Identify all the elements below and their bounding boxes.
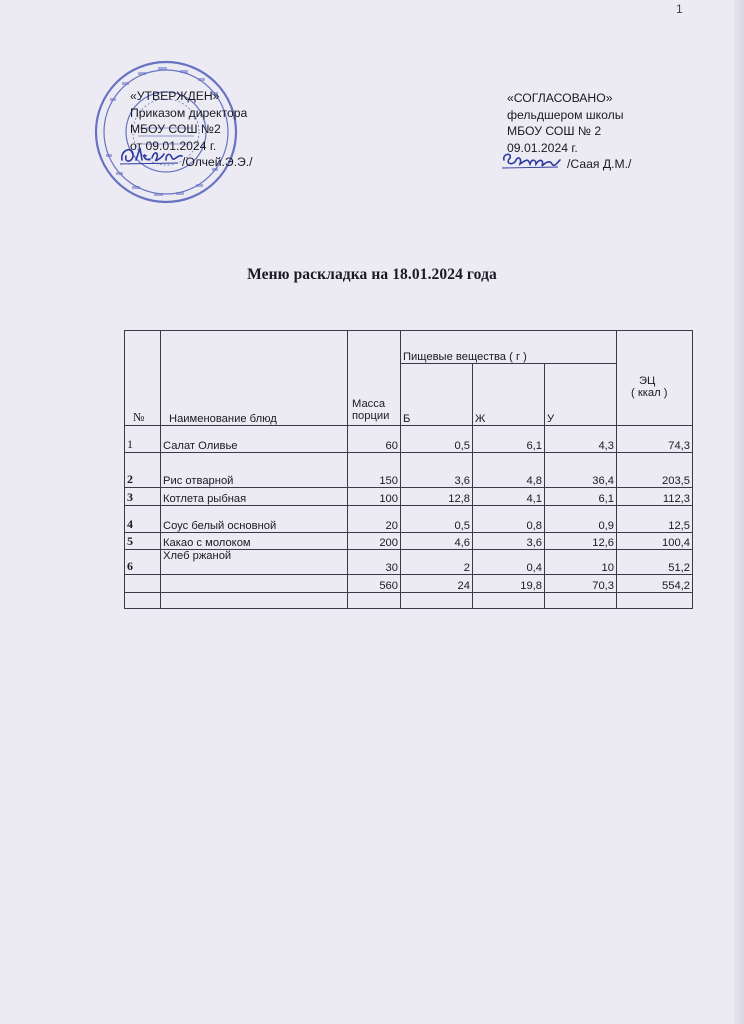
row-mass: 20 xyxy=(348,506,401,533)
agreement-line3: 09.01.2024 г. xyxy=(507,140,578,155)
table-row xyxy=(125,506,693,533)
table-row xyxy=(125,453,693,488)
table-row xyxy=(125,488,693,506)
row-mass: 150 xyxy=(348,453,401,488)
row-num: 6 xyxy=(125,550,161,575)
header-ec-unit: ( ккал ) xyxy=(631,387,668,399)
totals-row xyxy=(125,575,693,593)
row-ec: 51,2 xyxy=(617,550,693,575)
approval-line1: Приказом директора xyxy=(130,105,248,120)
menu-table xyxy=(124,330,693,609)
row-u: 36,4 xyxy=(545,453,617,488)
row-num: 1 xyxy=(125,426,161,453)
row-u: 12,6 xyxy=(545,533,617,550)
row-u: 10 xyxy=(545,550,617,575)
row-b: 4,6 xyxy=(401,533,473,550)
header-nutrients: Пищевые вещества ( г ) xyxy=(401,331,617,364)
approval-line2: МБОУ СОШ №2 xyxy=(130,122,221,136)
approval-line3: от 09.01.2024 г. xyxy=(130,138,217,153)
row-ec: 100,4 xyxy=(617,533,693,550)
header-energy xyxy=(617,331,693,426)
row-zh: 0,8 xyxy=(473,506,545,533)
row-b: 3,6 xyxy=(401,453,473,488)
table-row xyxy=(125,550,693,575)
total-mass: 560 xyxy=(348,575,401,593)
table-header-row xyxy=(125,331,693,364)
row-name: Какао с молоком xyxy=(161,533,348,550)
row-mass: 60 xyxy=(348,426,401,453)
row-b: 0,5 xyxy=(401,506,473,533)
header-num: № xyxy=(125,331,161,426)
director-signature xyxy=(118,142,186,168)
row-u: 4,3 xyxy=(545,426,617,453)
agreement-line1: фельдшером школы xyxy=(507,107,624,122)
header-ec: ЭЦ xyxy=(639,375,656,387)
page-mark: 1 xyxy=(676,2,683,16)
total-b: 24 xyxy=(401,575,473,593)
table-row xyxy=(125,426,693,453)
page-edge xyxy=(734,0,744,1024)
row-ec: 74,3 xyxy=(617,426,693,453)
row-u: 0,9 xyxy=(545,506,617,533)
header-zh: Ж xyxy=(473,364,545,426)
row-zh: 4,1 xyxy=(473,488,545,506)
row-mass: 200 xyxy=(348,533,401,550)
page-title: Меню раскладка на 18.01.2024 года xyxy=(247,266,497,283)
header-b: Б xyxy=(401,364,473,426)
row-name: Соус белый основной xyxy=(161,506,348,533)
row-b: 12,8 xyxy=(401,488,473,506)
row-name: Хлеб ржаной xyxy=(161,550,348,575)
row-zh: 4,8 xyxy=(473,453,545,488)
approval-title: «УТВЕРЖДЕН» xyxy=(130,89,220,103)
row-ec: 203,5 xyxy=(617,453,693,488)
row-num: 4 xyxy=(125,506,161,533)
empty-row xyxy=(125,593,693,609)
agreement-line2: МБОУ СОШ № 2 xyxy=(507,124,602,138)
agreement-title: «СОГЛАСОВАНО» xyxy=(507,91,613,105)
table-row xyxy=(125,533,693,550)
row-zh: 6,1 xyxy=(473,426,545,453)
row-zh: 0,4 xyxy=(473,550,545,575)
row-num: 5 xyxy=(125,533,161,550)
row-name: Салат Оливье xyxy=(161,426,348,453)
total-u: 70,3 xyxy=(545,575,617,593)
header-mass: Масса порции xyxy=(348,331,401,426)
row-b: 2 xyxy=(401,550,473,575)
nurse-signature xyxy=(500,150,564,172)
row-name: Котлета рыбная xyxy=(161,488,348,506)
total-ec: 554,2 xyxy=(617,575,693,593)
totals-num xyxy=(125,575,161,593)
totals-name xyxy=(161,575,348,593)
row-num: 2 xyxy=(125,453,161,488)
row-mass: 100 xyxy=(348,488,401,506)
row-ec: 12,5 xyxy=(617,506,693,533)
row-zh: 3,6 xyxy=(473,533,545,550)
row-num: 3 xyxy=(125,488,161,506)
row-mass: 30 xyxy=(348,550,401,575)
header-u: У xyxy=(545,364,617,426)
row-ec: 112,3 xyxy=(617,488,693,506)
row-name: Рис отварной xyxy=(161,453,348,488)
total-zh: 19,8 xyxy=(473,575,545,593)
row-u: 6,1 xyxy=(545,488,617,506)
approval-line4: /Олчей.Э.Э./ xyxy=(182,155,253,169)
row-b: 0,5 xyxy=(401,426,473,453)
header-name: Наименование блюд xyxy=(161,331,348,426)
agreement-line4: /Саая Д.М./ xyxy=(567,157,632,171)
